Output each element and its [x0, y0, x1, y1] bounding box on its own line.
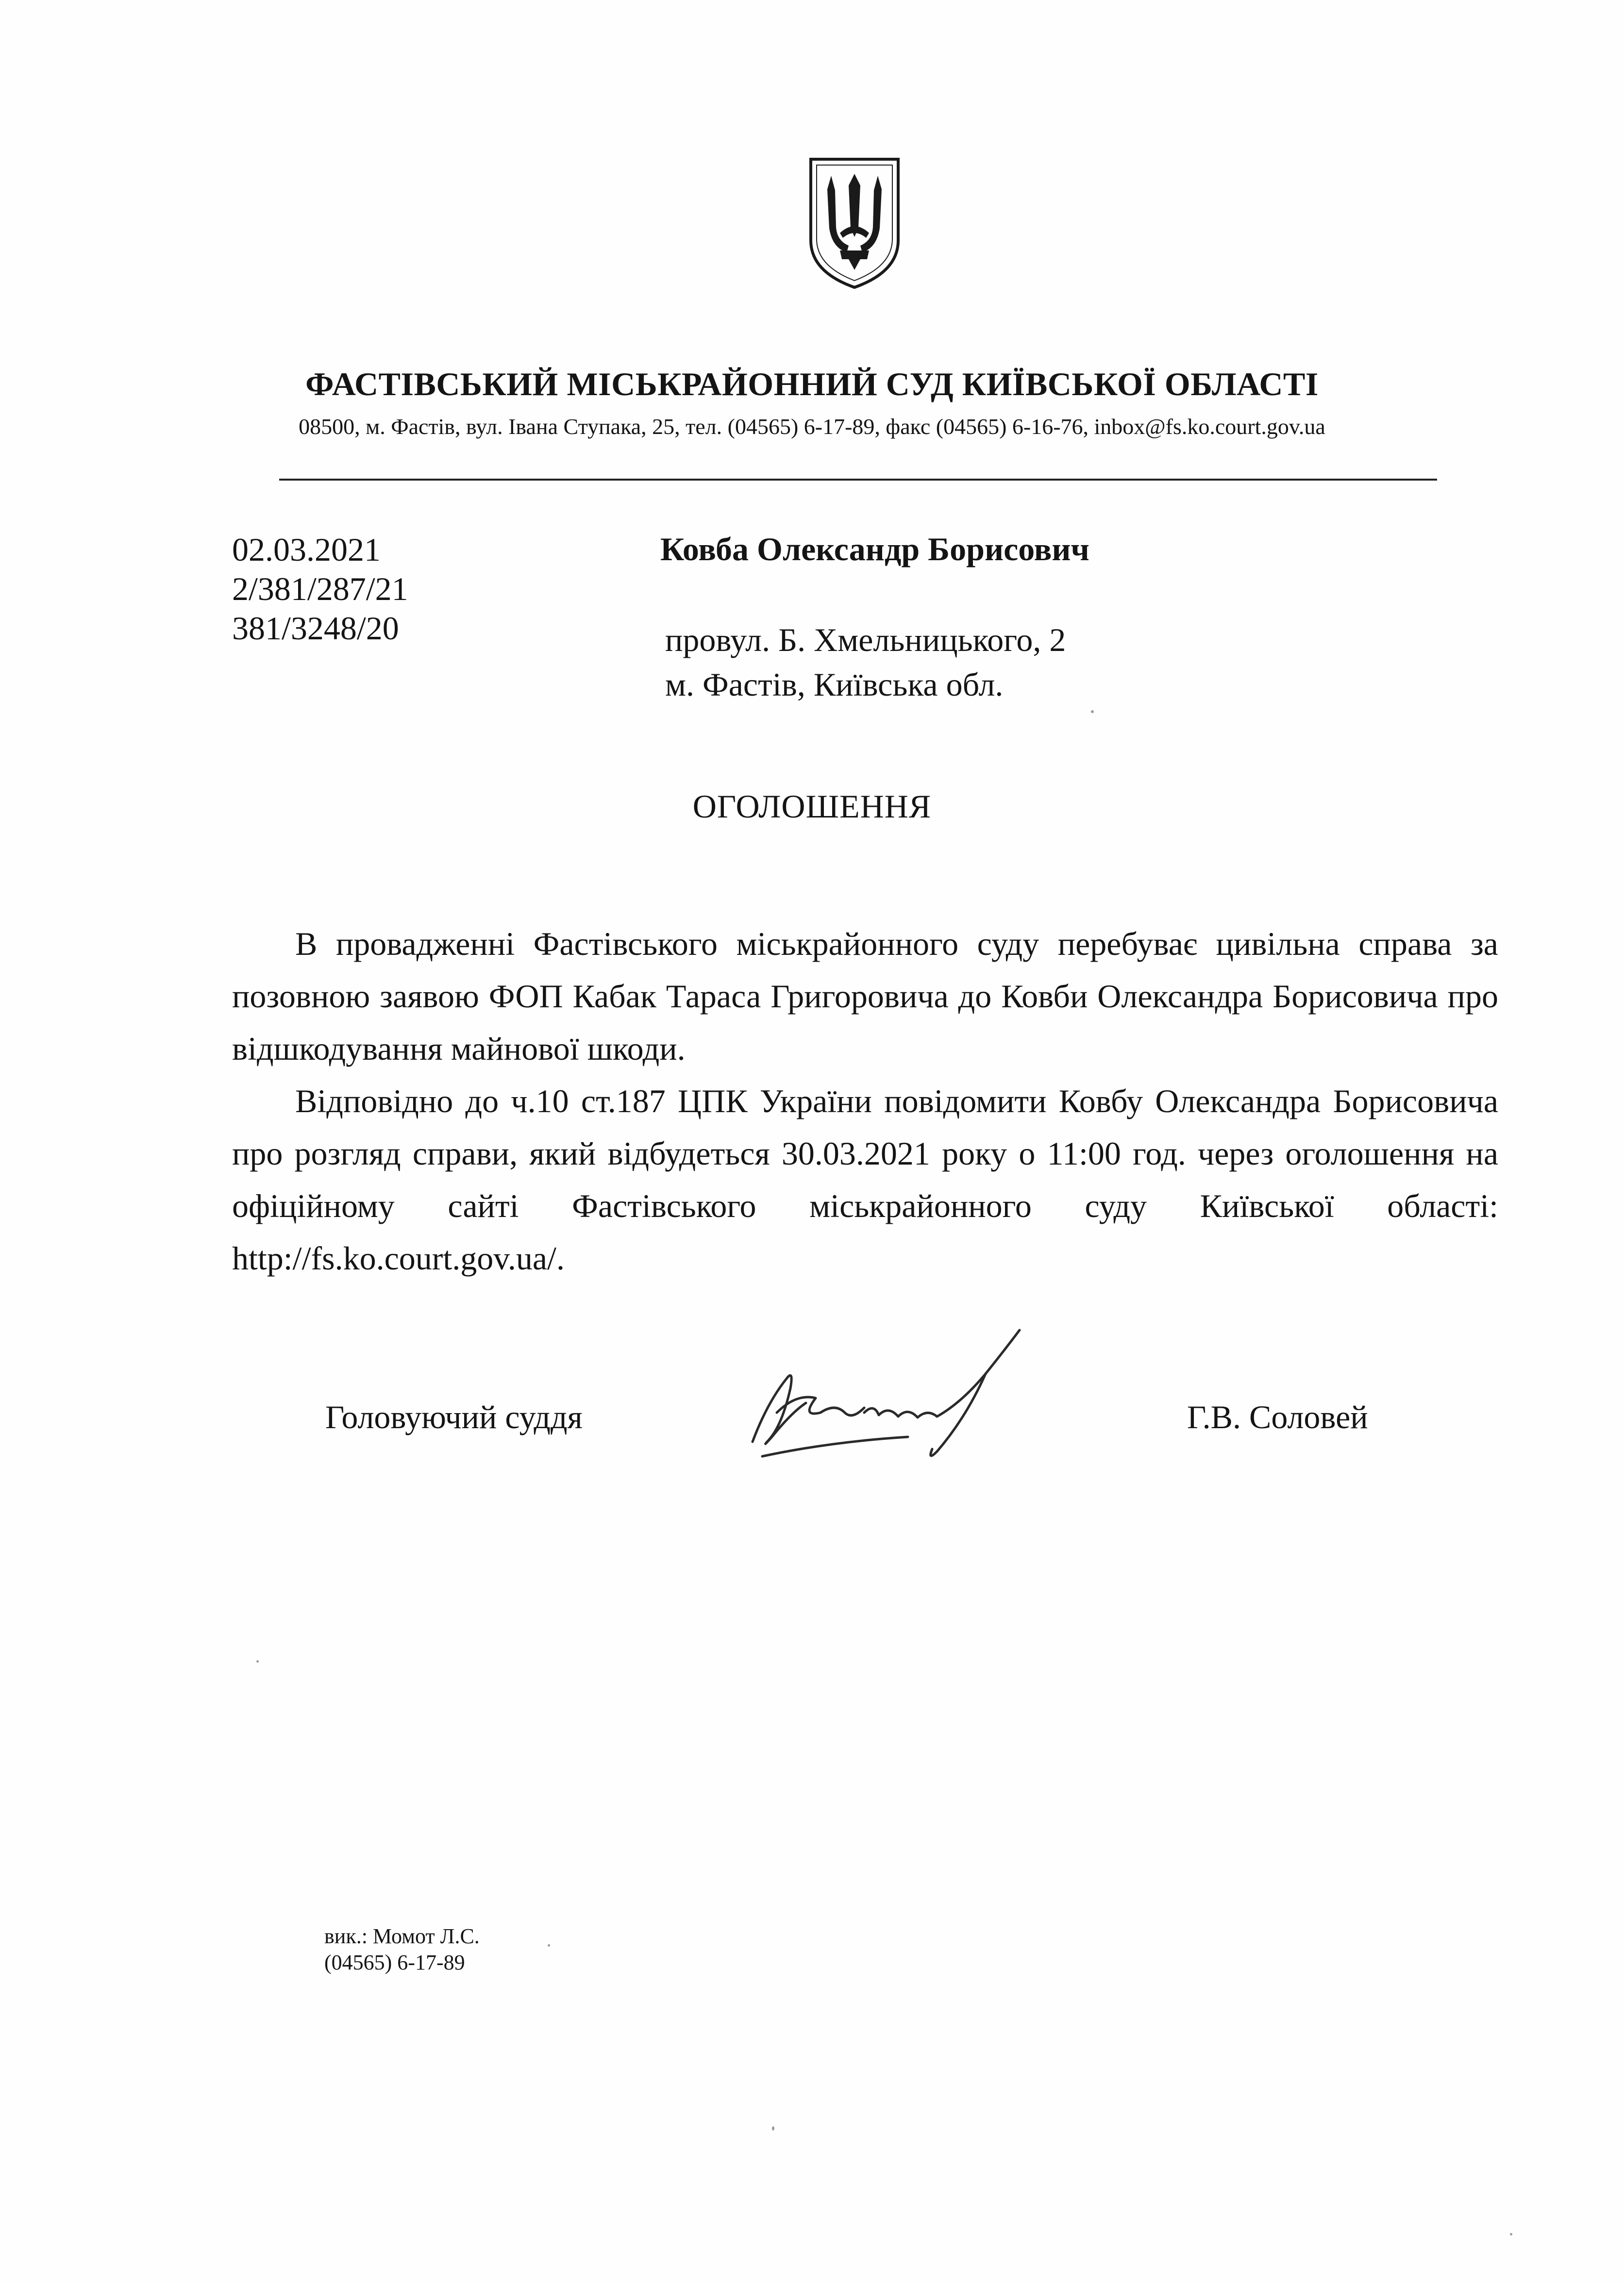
body-paragraph-2: Відповідно до ч.10 ст.187 ЦПК України повідомити Ковбу Олександра Борисовича про розгляд справи, який відбудеться 30.03.2021 року о 11:00 год. через оголошення на офіційному сайті Фастівського міськрайонного суду Київської області: http://fs.ko.court.gov.ua/. — [232, 1083, 1498, 1277]
court-address: 08500, м. Фастів, вул. Івана Ступака, 25, тел. (04565) 6-17-89, факс (04565) 6-16-76, inbox@fs.ko.court.gov.ua — [299, 414, 1325, 439]
handwritten-signature-icon — [733, 1320, 1044, 1476]
scan-speck — [256, 1660, 259, 1663]
court-name: ФАСТІВСЬКИЙ МІСЬКРАЙОННИЙ СУД КИЇВСЬКОЇ ОБЛАСТІ — [305, 366, 1319, 402]
executor-name: вик.: Момот Л.С. — [324, 1924, 480, 1948]
reference-block — [232, 530, 408, 648]
executor-phone: (04565) 6-17-89 — [324, 1951, 465, 1974]
tryzub-coat-of-arms-icon — [806, 155, 903, 291]
scan-speck — [548, 1944, 550, 1947]
document-date: 02.03.2021 — [232, 531, 381, 568]
header-divider — [279, 479, 1437, 481]
recipient-address — [665, 617, 1066, 707]
signatory-role: Головуючий суддя — [325, 1399, 583, 1435]
recipient-address-line2: м. Фастів, Київська обл. — [665, 666, 1004, 703]
scan-speck — [1510, 2233, 1512, 2235]
executor-block — [324, 1923, 480, 1976]
document-title: ОГОЛОШЕННЯ — [692, 788, 932, 825]
document-body — [232, 917, 1498, 1284]
scan-speck — [1091, 710, 1094, 713]
signatory-name: Г.В. Соловей — [1187, 1399, 1368, 1435]
recipient-name: Ковба Олександр Борисович — [660, 531, 1089, 567]
case-number: 381/3248/20 — [232, 610, 399, 647]
outgoing-number: 2/381/287/21 — [232, 570, 408, 607]
body-paragraph-1: В провадженні Фастівського міськрайонного суду перебуває цивільна справа за позовною заявою ФОП Кабак Тараса Григоровича до Ковби Олександра Борисовича про відшкодування майнової шкоди. — [232, 925, 1498, 1067]
scan-speck — [772, 2126, 774, 2131]
recipient-address-line1: провул. Б. Хмельницького, 2 — [665, 621, 1066, 658]
